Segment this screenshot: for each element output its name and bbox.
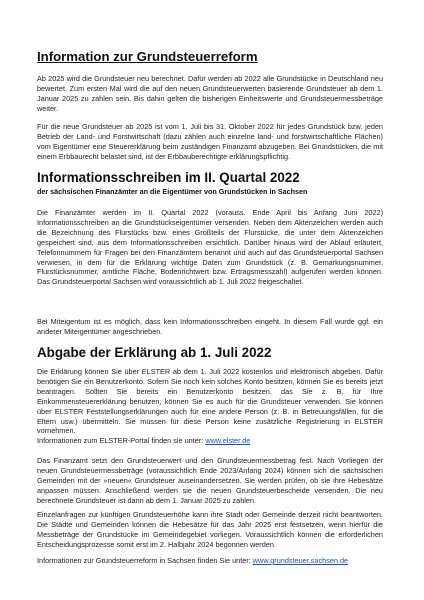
paragraph-sachsen-info bbox=[37, 556, 383, 566]
heading-abgabe-erklaerung: Abgabe der Erklärung ab 1. Juli 2022 bbox=[37, 345, 272, 360]
paragraph-elster: Die Erklärung können Sie über ELSTER ab dem 1. Juli 2022 kostenlos und elektronisch abgeben. Dafür benötigen Sie ein Benutzerkonto. Sofern Sie noch kein solches Konto besitzen, können Sie es bereits jetzt beantragen. Sollten Sie bereits ein Benutzerkonto besitzen, das Sie z. B. für Ihre Einkommensteuererklärung benutzen, können Sie es auch für die Grundsteuer verwenden. Sie können über ELSTER Feststellungserklärungen auch für eine andere Person (z. B. in Betreuungsfällen, für die Eltern usw.) übermitteln. Sie müssen für diese Person keine zusätzliche Registrierung in ELSTER vornehmen. bbox=[37, 367, 383, 436]
subheading-informationsschreiben: der sächsischen Finanzämter an die Eigentümer von Grundstücken in Sachsen bbox=[37, 187, 308, 196]
paragraph-informationsschreiben: Die Finanzämter werden im II. Quartal 2022 (vorauss. Ende April bis Anfang Juni 2022) Informationsschreiben an die Grundstückseigentümer versenden. Neben dem Aktenzeichen werden auch die Bezeichnung des Flurstücks bzw. eines Großteils der Flurstücke, die unter dem Aktenzeichen gespeichert sind, aus dem Informationsschreiben ersichtlich. Darüber hinaus wird der Ablauf erläutert, Telefonnummern für Fragen bei den Finanzämtern benannt und auch auf das Grundsteuerportal Sachsen verwiesen, in dem für die Erklärung wichtige Daten zum Grundstück (z. B. Gemarkungsnummer, Flurstücksnummer, amtliche Fläche, Bodenrichtwert bzw. Ertragsmesszahl) aufgerufen werden können. Das Grundsteuerportal Sachsen wird voraussichtlich ab 1. Juli 2022 freigeschaltet. bbox=[37, 208, 383, 287]
elster-link[interactable]: www.elster.de bbox=[205, 436, 251, 445]
grundsteuer-sachsen-link[interactable]: www.grundsteuer.sachsen.de bbox=[252, 556, 349, 565]
heading-informationsschreiben: Informationsschreiben im II. Quartal 2022 bbox=[37, 170, 300, 185]
paragraph-einzelanfragen: Einzelanfragen zur künftigen Grundsteuerhöhe kann ihre Stadt oder Gemeinde derzeit nicht beantworten. Die Städte und Gemeinden können die Hebesätze für das Jahr 2025 erst festsetzen, wenn hierfür die Messbeträge der Grundstücke im Gemeindegebiet vorliegen. Voraussichtlich können die erforderlichen Entscheidungsprozesse somit erst im 2. Halbjahr 2024 begonnen werden. bbox=[37, 510, 383, 549]
heading-grundsteuerreform: Information zur Grundsteuerreform bbox=[37, 49, 258, 64]
paragraph-miteigentum: Bei Miteigentum ist es möglich, dass kein Informationsschreiben eingeht. In diesem Fall wurde ggf. ein anderer Miteigentümer angeschrieben. bbox=[37, 317, 383, 336]
sachsen-info-text: Informationen zur Grundsteuerreform in Sachsen finden Sie unter: bbox=[37, 556, 253, 565]
elster-info-text: Informationen zum ELSTER-Portal finden sie unter: bbox=[37, 436, 206, 445]
paragraph-grundsteuerwert: Das Finanzamt setzt den Grundsteuerwert und den Grundsteuermessbetrag fest. Nach Vorliegen der neuen Grundsteuermessbeträge (voraussichtlich Ende 2023/Anfang 2024) können sich die sächsischen Gemeinden mit der »neuen« Grundsteuer auseinandersetzen. Sie werden prüfen, ob sie ihre Hebesätze anpassen müssen. Anschließend werden sie die neuen Grundsteuerbescheide versenden. Die neu berechnete Grundsteuer ist dann ab dem 1. Januar 2025 zu zahlen. bbox=[37, 456, 383, 505]
paragraph-deadline: Für die neue Grundsteuer ab 2025 ist vom 1. Juli bis 31. Oktober 2022 für jedes Grundstück bzw. jeden Betrieb der Land- und Forstwirtschaft (dazu zählen auch einzelne land- und forstwirtschaftliche Flächen) vom Eigentümer eine Steuererklärung beim zuständigen Finanzamt abzugeben. Bei Grundstücken, die mit einem Erbbaurecht belastet sind, ist der Erbbauberechtigte erklärungspflichtig. bbox=[37, 122, 383, 161]
paragraph-elster-info bbox=[37, 436, 383, 446]
paragraph-intro: Ab 2025 wird die Grundsteuer neu berechnet. Dafür werden ab 2022 alle Grundstücke in Deutschland neu bewertet. Zum ersten Mal wird die auf den neuen Grundsteuerwerten basierende Grundsteuer ab dem 1. Januar 2025 zu zahlen sein. Bis dahin gelten die bisherigen Einheitswerte und Grundsteuermessbeträge weiter. bbox=[37, 74, 383, 113]
